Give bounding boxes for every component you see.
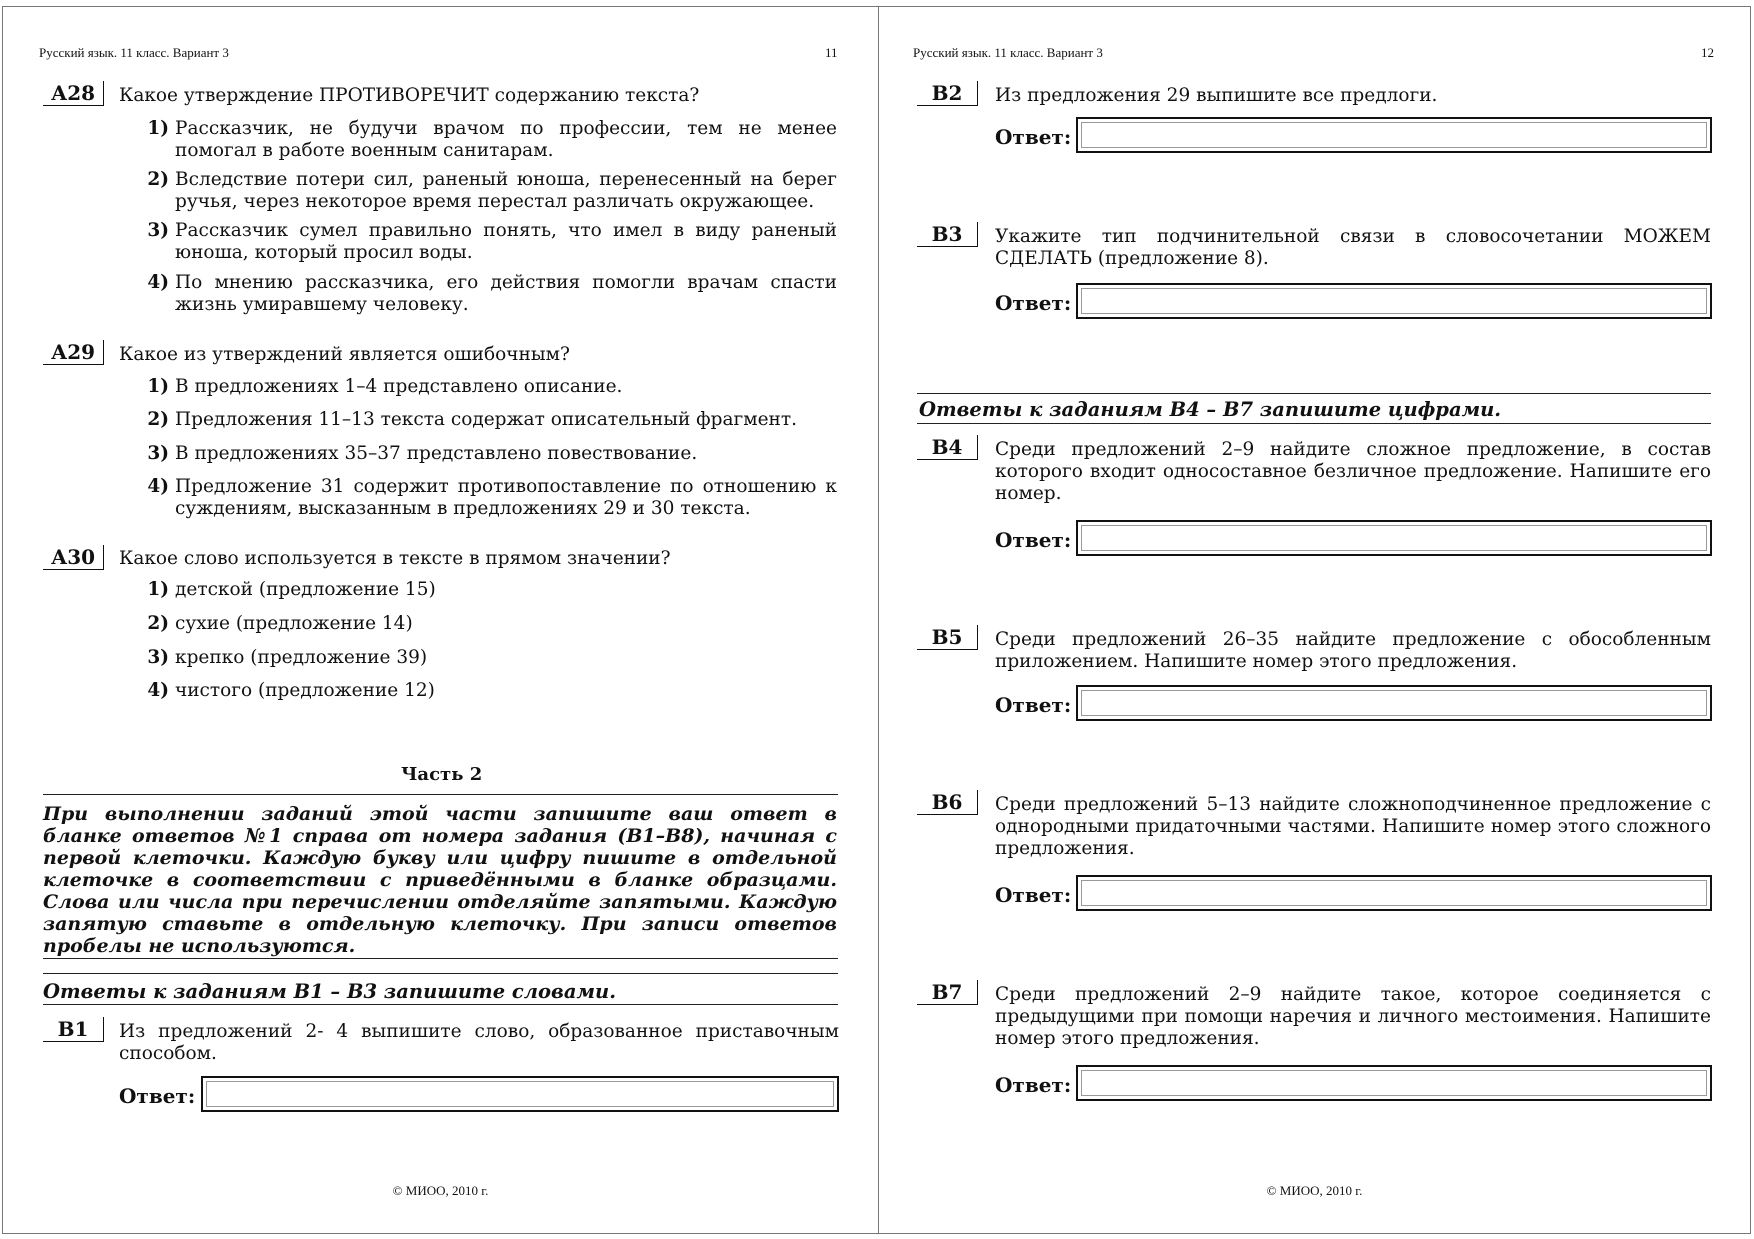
task-label-a29: А29	[43, 340, 104, 365]
page-number: 12	[1701, 45, 1714, 60]
task-label-b5: В5	[917, 625, 978, 650]
answer-field-b5[interactable]	[1076, 685, 1712, 721]
task-question-b6: Среди предложений 5–13 найдите сложноподчиненное предложение с однородными придаточными частями. Напишите номер этого сложного предложения.	[995, 794, 1711, 859]
answer-label-b1: Ответ:	[119, 1084, 196, 1108]
option-a29-3[interactable]: 3) В предложениях 35–37 представлено повествование.	[147, 443, 698, 464]
task-label-a28: А28	[43, 81, 104, 106]
option-a30-4[interactable]: 4) чистого (предложение 12)	[147, 680, 435, 701]
section-title-b4-b7: Ответы к заданиям В4 – В7 запишите цифрами.	[919, 398, 1502, 421]
page-footer: © МИОО, 2010 г.	[1266, 1183, 1363, 1198]
part2-title: Часть 2	[401, 764, 483, 785]
answer-label-b4: Ответ:	[995, 528, 1072, 552]
task-question-b3: Укажите тип подчинительной связи в словосочетании МОЖЕМ СДЕЛАТЬ (предложение 8).	[995, 226, 1711, 269]
page-number: 11	[825, 45, 838, 60]
left-page	[2, 6, 879, 1234]
task-question-a29: Какое из утверждений является ошибочным?	[119, 344, 570, 365]
divider	[43, 973, 838, 974]
divider	[43, 1004, 838, 1005]
task-label-b4: В4	[917, 435, 978, 460]
section-title-b1-b3: Ответы к заданиям В1 – В3 запишите словами.	[43, 980, 616, 1003]
task-question-a30: Какое слово используется в тексте в прямом значении?	[119, 548, 671, 569]
option-a29-1[interactable]: 1) В предложениях 1–4 представлено описание.	[147, 376, 623, 397]
option-a28-1[interactable]: 1) Рассказчик, не будучи врачом по профессии, тем не менее помогал в работе военным санитарам.	[147, 118, 837, 161]
task-label-b3: В3	[917, 222, 978, 247]
page-footer: © МИОО, 2010 г.	[392, 1183, 489, 1198]
divider	[917, 423, 1711, 424]
answer-label-b5: Ответ:	[995, 693, 1072, 717]
divider	[43, 958, 838, 959]
option-a29-4[interactable]: 4) Предложение 31 содержит противопоставление по отношению к суждениям, высказанным в предложениях 29 и 30 текста.	[147, 476, 837, 519]
answer-field-b7[interactable]	[1076, 1065, 1712, 1101]
task-label-b2: В2	[917, 81, 978, 106]
task-label-a30: А30	[43, 545, 104, 570]
option-a28-3[interactable]: 3) Рассказчик сумел правильно понять, что имел в виду раненый юноша, который просил воды.	[147, 220, 837, 263]
task-question-b5: Среди предложений 26–35 найдите предложение с обособленным приложением. Напишите номер этого предложения.	[995, 629, 1711, 672]
divider	[917, 393, 1711, 394]
task-question-b2: Из предложения 29 выпишите все предлоги.	[995, 85, 1438, 106]
page-header: Русский язык. 11 класс. Вариант 3	[913, 45, 1103, 60]
answer-field-b4[interactable]	[1076, 520, 1712, 556]
answer-label-b3: Ответ:	[995, 291, 1072, 315]
task-question-a28: Какое утверждение ПРОТИВОРЕЧИТ содержанию текста?	[119, 85, 700, 106]
answer-label-b6: Ответ:	[995, 883, 1072, 907]
option-a28-2[interactable]: 2) Вследствие потери сил, раненый юноша, перенесенный на берег ручья, через некоторое время перестал различать окружающее.	[147, 169, 837, 212]
page-header: Русский язык. 11 класс. Вариант 3	[39, 45, 229, 60]
answer-label-b2: Ответ:	[995, 125, 1072, 149]
task-question-b4: Среди предложений 2–9 найдите сложное предложение, в состав которого входит односоставное безличное предложение. Напишите его номер.	[995, 439, 1711, 504]
right-page	[878, 6, 1751, 1234]
answer-field-b6[interactable]	[1076, 875, 1712, 911]
answer-field-b1[interactable]	[201, 1076, 839, 1112]
option-a30-3[interactable]: 3) крепко (предложение 39)	[147, 647, 428, 668]
task-question-b7: Среди предложений 2–9 найдите такое, которое соединяется с предыдущими при помощи наречия и личного местоимения. Напишите номер этого предложения.	[995, 984, 1711, 1049]
divider	[43, 794, 838, 795]
answer-label-b7: Ответ:	[995, 1073, 1072, 1097]
task-label-b1: В1	[43, 1017, 104, 1042]
task-label-b6: В6	[917, 790, 978, 815]
option-a30-2[interactable]: 2) сухие (предложение 14)	[147, 613, 413, 634]
part2-instruction: При выполнении заданий этой части запишите ваш ответ в бланке ответов №1 справа от номера задания (В1–В8), начиная с первой клеточки. Каждую букву или цифру пишите в отдельной клеточке в соответствии с приведёнными в бланке образцами. Слова или числа при перечислении отделяйте запятыми. Каждую запятую ставьте в отдельную клеточку. При записи ответов пробелы не используются.	[43, 803, 837, 957]
option-a30-1[interactable]: 1) детской (предложение 15)	[147, 579, 436, 600]
task-label-b7: В7	[917, 980, 978, 1005]
task-question-b1: Из предложений 2- 4 выпишите слово, образованное приставочным способом.	[119, 1021, 839, 1064]
option-a28-4[interactable]: 4) По мнению рассказчика, его действия помогли врачам спасти жизнь умиравшему человеку.	[147, 272, 837, 315]
answer-field-b3[interactable]	[1076, 283, 1712, 319]
option-a29-2[interactable]: 2) Предложения 11–13 текста содержат описательный фрагмент.	[147, 409, 797, 430]
answer-field-b2[interactable]	[1076, 117, 1712, 153]
